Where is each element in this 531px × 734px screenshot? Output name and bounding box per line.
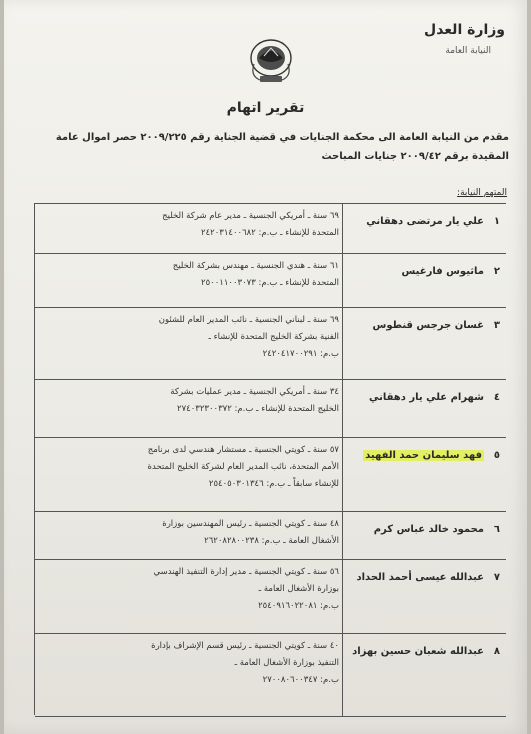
column-divider	[342, 308, 343, 380]
detail-line: الفنية بشركة الخليج المتحدة للإنشاء ـ	[208, 332, 339, 342]
detail-line: الخليج المتحدة للإنشاء ـ ب.م: ٢٧٤٠٣٢٣٠٠٣٧٢	[177, 404, 339, 414]
detail-line: ٥٦ سنة ـ كويتي الجنسية ـ مدير إدارة التنفيذ الهندسي	[153, 567, 339, 577]
table-row	[35, 437, 506, 512]
defendant-name-highlighted: فهد سليمان حمد الفهيد	[365, 450, 482, 461]
intro-text	[19, 128, 509, 166]
defendant-details	[39, 638, 339, 689]
row-number: ٧	[493, 572, 500, 583]
detail-line: ٦٩ سنة ـ لبناني الجنسية ـ نائب المدير العام للشئون	[158, 315, 339, 325]
row-number: ٦	[493, 524, 500, 535]
row-number: ٤	[493, 392, 500, 403]
detail-line: ٤٠ سنة ـ كويتي الجنسية ـ رئيس قسم الإشراف بإدارة	[151, 641, 339, 651]
detail-line: بوزارة الأشغال العامة ـ	[258, 584, 339, 594]
table-row	[35, 633, 506, 717]
detail-line: ٦٩ سنة ـ أمريكي الجنسية ـ مدير عام شركة الخليج	[162, 211, 339, 221]
column-divider	[342, 204, 343, 254]
page-title: تقرير اتهام	[226, 100, 305, 116]
row-number: ٨	[493, 646, 500, 657]
detail-line: التنفيذ بوزارة الأشغال العامة ـ	[234, 658, 339, 668]
column-divider	[342, 380, 343, 438]
detail-line: الأمم المتحدة، نائب المدير العام لشركة الخليج المتحدة	[147, 462, 339, 472]
table-row	[35, 253, 506, 308]
row-number: ٥	[493, 450, 500, 461]
row-number: ٢	[493, 266, 500, 277]
defendant-name: عبدالله شعبان حسين بهزاد	[352, 646, 484, 657]
detail-line: ٦١ سنة ـ هندي الجنسية ـ مهندس بشركة الخليج	[172, 261, 339, 271]
document-page	[4, 0, 527, 734]
detail-line: للإنشاء سابقاً ـ ب.م: ٢٥٤٠٥٠٣٠١٣٤٦	[208, 479, 339, 489]
defendant-details	[39, 384, 339, 418]
table-row	[35, 511, 506, 560]
column-divider	[342, 560, 343, 634]
defendants-table	[34, 203, 506, 715]
table-row	[35, 559, 506, 634]
detail-line: ٣٤ سنة ـ أمريكي الجنسية ـ مدير عمليات بشركة	[170, 387, 339, 397]
detail-line: المتحدة للإنشاء ـ ب.م: ٢٤٢٠٣١٤٠٠٦٨٢	[201, 228, 339, 238]
defendant-details	[39, 208, 339, 242]
table-row	[35, 203, 506, 254]
ministry-name: وزارة العدل	[424, 22, 505, 38]
defendant-name: محمود خالد عباس كرم	[373, 524, 484, 535]
detail-line: ب.م: ٢٧٠٠٨٠٦٠٠٣٤٧	[262, 675, 339, 685]
detail-line: الأشغال العامة ـ ب.م: ٢٦٢٠٨٢٨٠٠٢٣٨	[204, 536, 339, 546]
defendant-details	[39, 564, 339, 615]
intro-line: مقدم من النيابة العامة الى محكمة الجنايات في قضية الجناية رقم ٢٠٠٩/٢٢٥ حصر اموال عامة	[55, 132, 509, 143]
defendant-details	[39, 312, 339, 363]
state-emblem-icon	[246, 36, 296, 88]
defendant-name: ماثيوس فارغيس	[401, 266, 484, 277]
defendant-details	[39, 516, 339, 550]
detail-line: المتحدة للإنشاء ـ ب.م: ٢٥٠٠١١٠٠٣٠٧٣	[201, 278, 339, 288]
department-name: النيابة العامة	[445, 46, 491, 56]
defendants-label: المتهم النيابة:	[457, 188, 507, 198]
detail-line: ب.م: ٢٥٤٠٩١٦٠٢٢٠٨١	[258, 601, 339, 611]
column-divider	[342, 512, 343, 560]
row-number: ١	[493, 216, 500, 227]
table-row	[35, 379, 506, 438]
defendant-name: غسان جرجس قنطوس	[372, 320, 484, 331]
defendant-details	[39, 258, 339, 292]
row-number: ٣	[493, 320, 500, 331]
column-divider	[342, 254, 343, 308]
column-divider	[342, 634, 343, 716]
defendant-name: علي يار مرتضى دهقاني	[366, 216, 484, 227]
detail-line: ٥٧ سنة ـ كويتي الجنسية ـ مستشار هندسي لدى برنامج	[147, 445, 339, 455]
detail-line: ٤٨ سنة ـ كويتي الجنسية ـ رئيس المهندسين بوزارة	[162, 519, 339, 529]
table-row	[35, 307, 506, 380]
defendant-details	[39, 442, 339, 493]
column-divider	[342, 438, 343, 512]
defendant-name: شهرام علي يار دهقاني	[368, 392, 484, 403]
defendant-name: عبدالله عيسى أحمد الحداد	[356, 572, 484, 583]
intro-line: المقيدة برقم ٢٠٠٩/٤٢ جنايات المباحث	[321, 151, 509, 162]
detail-line: ب.م: ٢٤٢٠٤١٧٠٠٢٩١	[262, 349, 339, 359]
